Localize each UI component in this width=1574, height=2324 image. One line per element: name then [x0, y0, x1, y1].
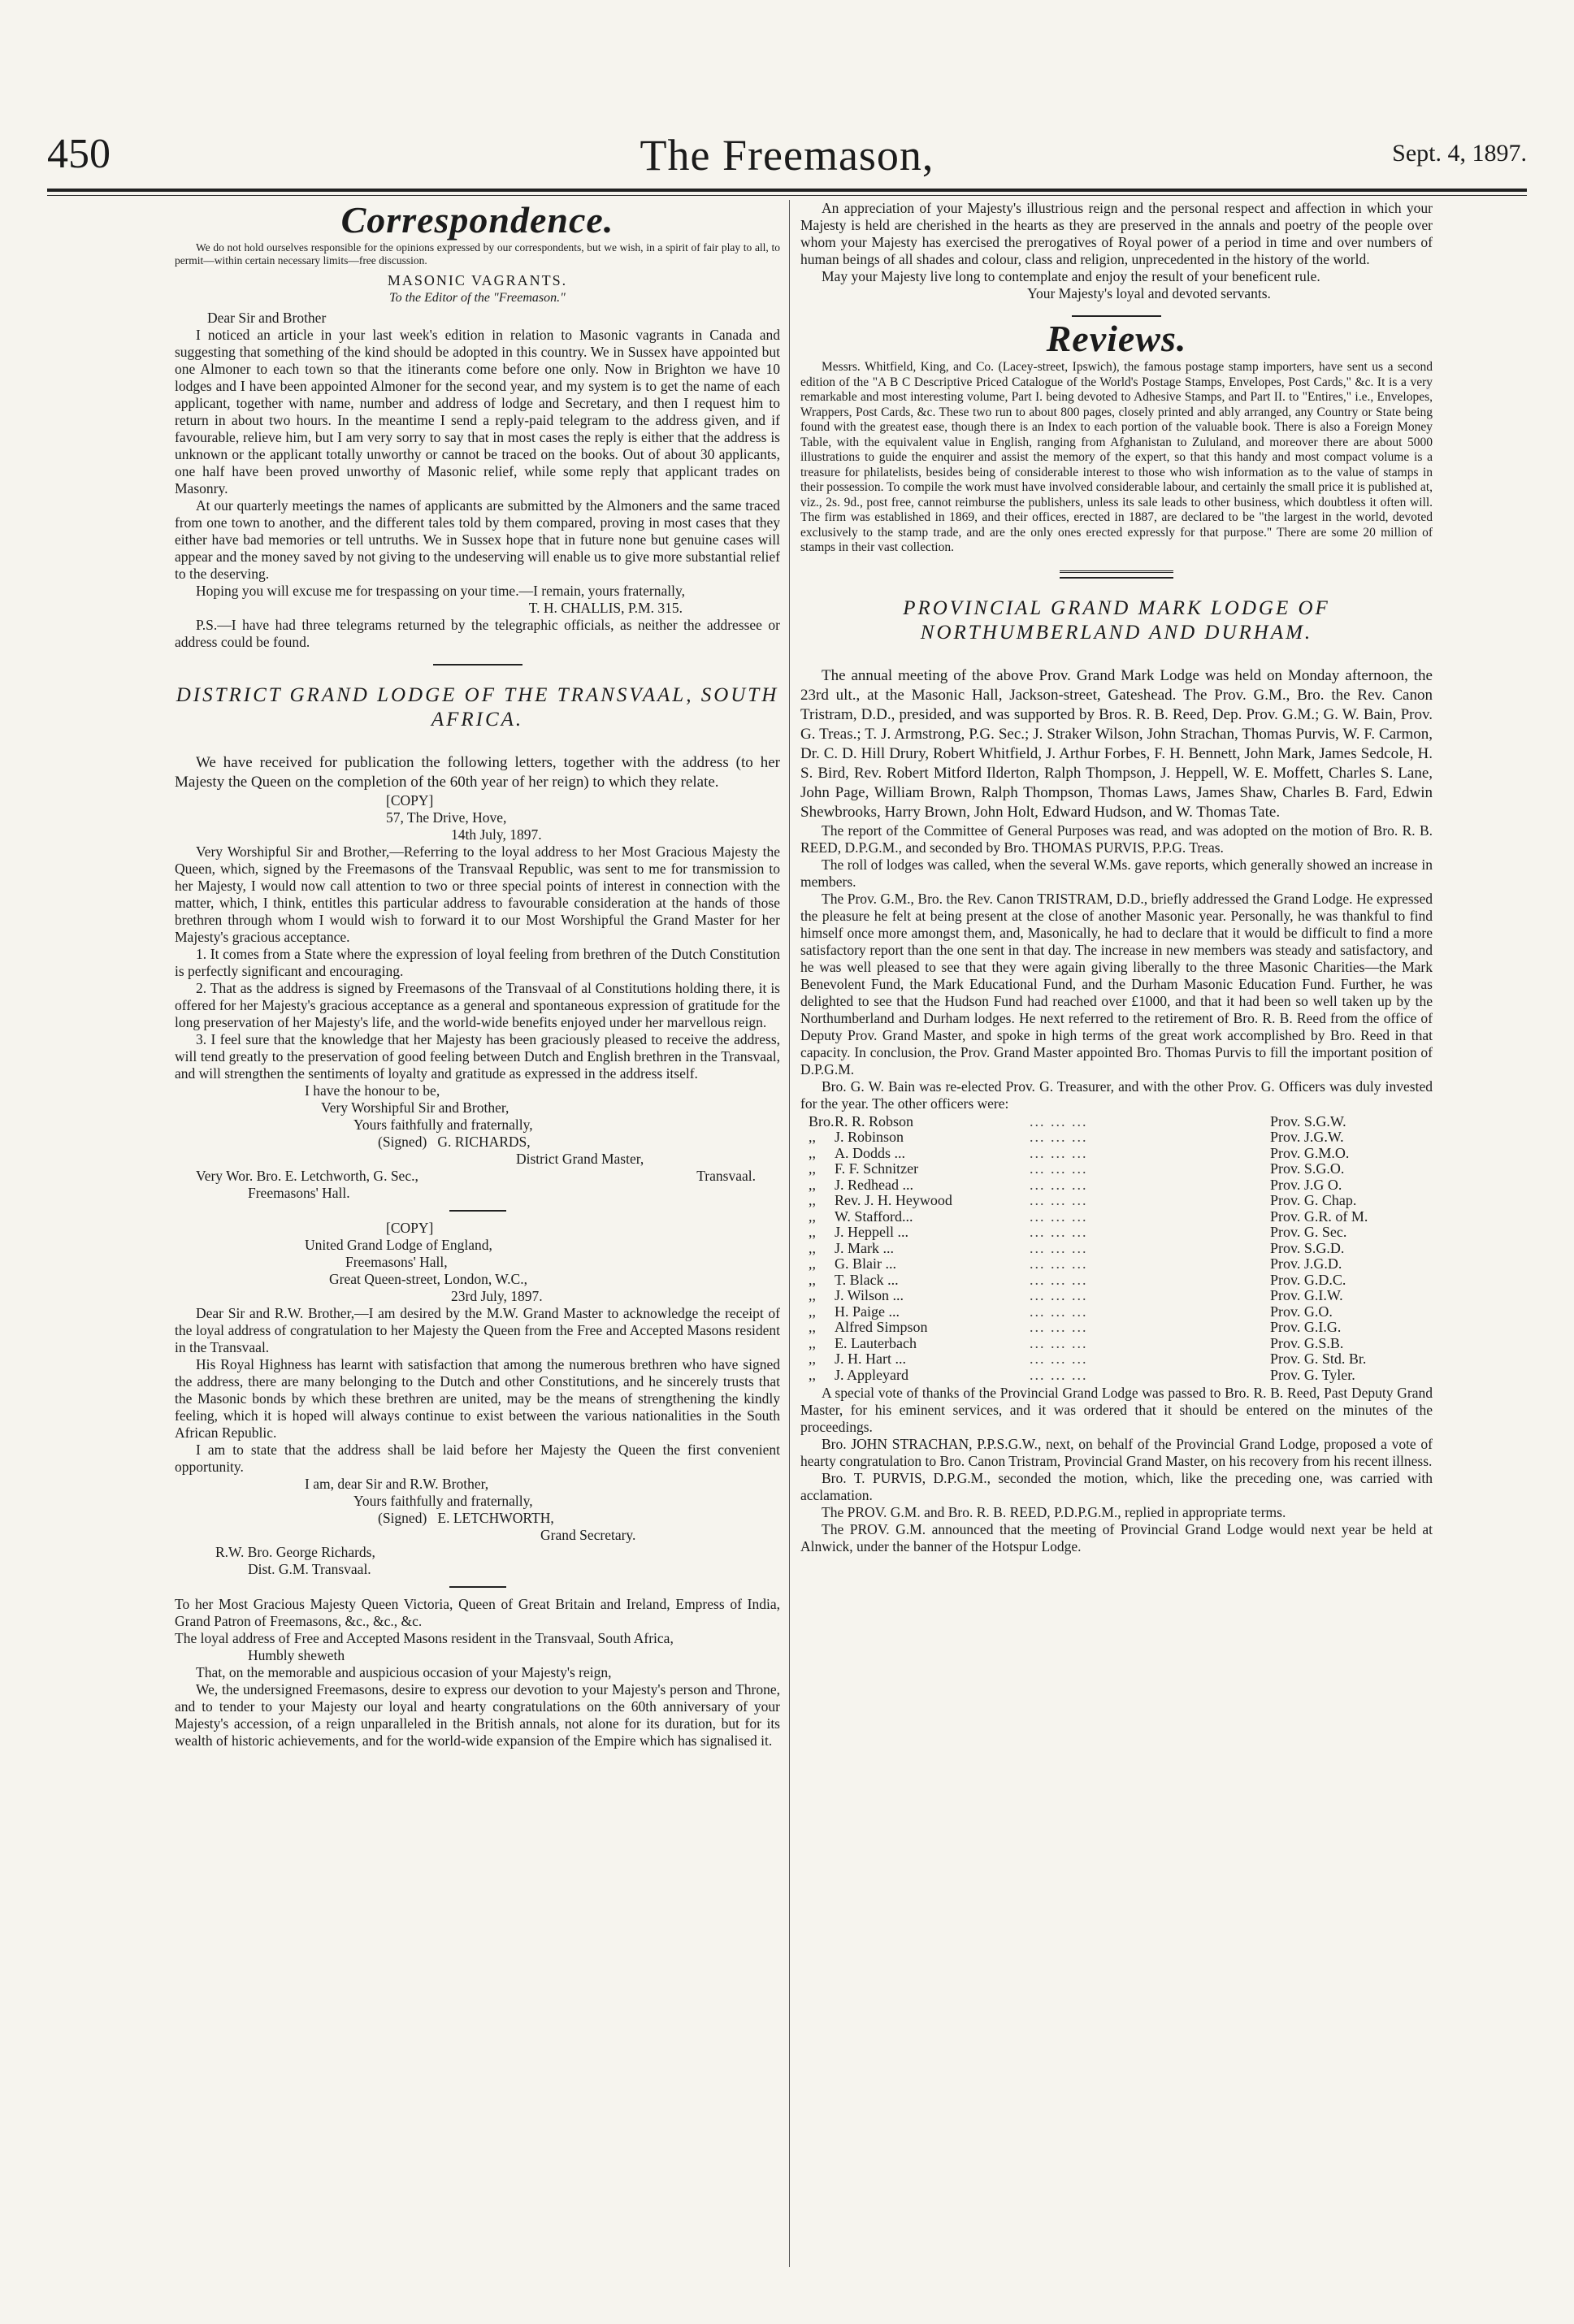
letter1-para: Very Worshipful Sir and Brother,—Referring to the loyal address to her Most Gracious Majesty the Queen, which, signed by the Freemasons of the Transvaal Republic, was sent to me for transmission to her Majesty, I would now call attention to two or three special points of interest in connection with the matter, which, I think, entitles this particular address to favourable consideration at the hands of those brethren through whom I would wish to forward it to our Most Worshipful the Grand Master for her Majesty's gracious acceptance.: [175, 843, 780, 945]
letter1-address: 57, The Drive, Hove,: [386, 809, 507, 826]
officer-position: Prov. G.O.: [1270, 1303, 1333, 1320]
leader-dots: ... ... ...: [1030, 1129, 1088, 1145]
officer-prefix: ,,: [809, 1366, 816, 1383]
left-column: [175, 200, 780, 2267]
leader-dots: ... ... ...: [1030, 1224, 1088, 1240]
leader-dots: ... ... ...: [1030, 1176, 1088, 1193]
officer-row: [809, 1241, 1433, 1257]
letter1-para: 3. I feel sure that the knowledge that her Majesty has been graciously pleased to receive the address, will tend greatly to the preservation of good feeling between Dutch and English brethren in the Transvaal, and will strengthen the sentiments of loyalty and gratitude as expressed in the address itself.: [175, 1031, 780, 1082]
leader-dots: ... ... ...: [1030, 1271, 1088, 1288]
letter2-addressee: Dist. G.M. Transvaal.: [248, 1561, 371, 1577]
officer-row: [809, 1161, 1433, 1177]
officer-position: Prov. G. Chap.: [1270, 1192, 1357, 1208]
officer-name: E. Lauterbach: [835, 1334, 917, 1351]
transvaal-intro: We have received for publication the following letters, together with the address (to her Majesty the Queen on the completion of the 60th year of her reign) to which they relate.: [175, 754, 780, 791]
section-separator: [449, 1586, 506, 1588]
officer-row: [809, 1273, 1433, 1289]
mark-para: The Prov. G.M., Bro. the Rev. Canon TRISTRAM, D.D., briefly addressed the Grand Lodge. He expressed the pleasure he felt at being present at the close of another Masonic year. Personally, he was thankful to find himself once more amongst them, and, Masonically, he had to declare that it would be difficult to find a more satisfactory report than the one sent in that day. The increase in new members was steady and satisfactory, and he was well pleased to see that they were again giving liberally to the three Masonic Charities—the Mark Benevolent Fund, the Mark Educational Fund, and the Durham Masonic Education Fund. Further, he was delighted to see that the Hudson Fund had reached over £1000, and that it had been so well taken up by the Northumberland and Durham lodges. He next referred to the retirement of Bro. R. B. Reed from the office of Deputy Prov. Grand Master, and spoke in high terms of the great work accomplished by Bro. Reed in that capacity. In conclusion, the Prov. Grand Master appointed Bro. Thomas Purvis to fill the important position of D.P.G.M.: [800, 890, 1433, 1077]
officer-name: Alfred Simpson: [835, 1319, 928, 1335]
leader-dots: ... ... ...: [1030, 1319, 1088, 1335]
reviews-text: Messrs. Whitfield, King, and Co. (Lacey-street, Ipswich), the famous postage stamp importers, have sent us a second edition of the "A B C Descriptive Priced Catalogue of the World's Postage Stamps, Envelopes, Post Cards," &c. It is a very remarkable and most interesting volume, Part I. being devoted to Adhesive Stamps, and Part II. to "Entires," i.e., Envelopes, Wrappers, Post Cards, &c. These two run to about 800 pages, closely printed and ably arranged, any Country or State being found with the greatest ease, though there is an Index to each portion of the valuable book. There is also a Foreign Money Table, with the equivalent value in English, ranging from Afghanistan to Zululand, and moreover there are about 5000 illustrations to guide the enquirer and assist the memory of the expert, so that this handy and most compact volume is a treasure for philatelists, besides being of considerable interest to those who wish information as to the value of stamps in their possession. To compile the work must have involved considerable labour, and certainly the small price it is published at, viz., 2s. 9d., post free, cannot reimburse the publishers, unless its sale leads to other business, which doubtless it often will. The firm was established in 1869, and their offices, erected in 1887, are declared to be "the largest in the world, devoted exclusively to the stamp trade, and are the only ones erected expressly for that purpose." There are some 20 million of stamps in their vast collection.: [800, 360, 1433, 554]
officer-row: [809, 1225, 1433, 1241]
mark-para: The annual meeting of the above Prov. Grand Mark Lodge was held on Monday afternoon, the 23rd ult., at the Masonic Hall, Jackson-street, Gateshead. The Prov. G.M., Bro. the Rev. Canon Tristram, D.D., presided, and was supported by Bros. R. B. Reed, Dep. Prov. G.M.; G. W. Bain, Prov. G. Treas.; T. J. Armstrong, P.G. Sec.; J. Straker Wilson, John Strachan, Thomas Purvis, W. F. Carmon, Dr. C. D. Hill Drury, Robert Whitfield, J. Arthur Forbes, F. H. Bennett, John Mark, James Sedcole, H. S. Bird, Rev. Robert Mitford Ilderton, Ralph Thompson, J. Heppell, W. E. Moffett, Charles S. Lane, John Page, William Brown, Ralph Thompson, Thomas Laws, James Shaw, Charles B. Fard, Edwin Shewbrooks, Harry Brown, John Holt, Edward Hudson, and W. Thomas Tate.: [800, 666, 1433, 821]
right-column: [800, 200, 1433, 2267]
letter1-signed: [175, 1134, 780, 1151]
officer-position: Prov. G.I.G.: [1270, 1319, 1342, 1335]
column-divider: [789, 200, 790, 2267]
letter1-title: District Grand Master,: [516, 1151, 644, 1167]
leader-dots: ... ... ...: [1030, 1239, 1088, 1256]
leader-dots: ... ... ...: [1030, 1144, 1088, 1161]
letter2-address: Freemasons' Hall,: [345, 1254, 448, 1270]
closing-para: A special vote of thanks of the Provincial Grand Lodge was passed to Bro. R. B. Reed, Past Deputy Grand Master, for his eminent services, and it was ordered that it should be entered on the minutes of the proceedings.: [800, 1385, 1433, 1435]
letter2-para: His Royal Highness has learnt with satisfaction that among the numerous brethren who have signed the address, there are many belonging to the Dutch and other Constitutions, and he sincerely trusts that the Masonic bonds by which these brethren are united, may be the means of strengthening the kindly feeling, which it is hoped will always continue to exist between the various nationalities in the South African Republic.: [175, 1356, 780, 1441]
officer-row: [809, 1351, 1433, 1368]
officer-name: F. F. Schnitzer: [835, 1160, 919, 1177]
officer-name: W. Stafford...: [835, 1208, 913, 1225]
officer-name: J. Robinson: [835, 1129, 904, 1145]
correspondence-heading: Correspondence.: [340, 200, 614, 241]
officer-position: Prov. G.D.C.: [1270, 1271, 1346, 1288]
section-separator: [1060, 570, 1173, 579]
copy-mark: [COPY]: [386, 1220, 434, 1236]
officer-row: [809, 1209, 1433, 1225]
officer-position: Prov. G.R. of M.: [1270, 1208, 1368, 1225]
leader-dots: ... ... ...: [1030, 1334, 1088, 1351]
masthead-title: The Freemason,: [640, 131, 934, 180]
officer-name: J. H. Hart ...: [835, 1351, 906, 1367]
officer-prefix: ,,: [809, 1144, 816, 1161]
officer-prefix: ,,: [809, 1208, 816, 1225]
mark-lodge-heading: PROVINCIAL GRAND MARK LODGE OF NORTHUMBERLAND AND DURHAM.: [903, 596, 1330, 644]
officer-row: [809, 1336, 1433, 1352]
letter2-address: United Grand Lodge of England,: [305, 1237, 492, 1253]
officers-list: [809, 1114, 1433, 1384]
transvaal-heading: DISTRICT GRAND LODGE OF THE TRANSVAAL, SOUTH AFRICA.: [176, 684, 779, 731]
officer-name: A. Dodds ...: [835, 1144, 906, 1161]
officer-prefix: ,,: [809, 1351, 816, 1367]
officer-position: Prov. G. Tyler.: [1270, 1366, 1355, 1383]
closing-para: Bro. T. PURVIS, D.P.G.M., seconded the motion, which, like the preceding one, was carried with acclamation.: [800, 1470, 1433, 1503]
reviews-heading: Reviews.: [1046, 318, 1187, 359]
officer-position: Prov. J.G O.: [1270, 1176, 1342, 1193]
officer-row: [809, 1368, 1433, 1384]
signed-label: (Signed): [378, 1134, 427, 1150]
signed-name: G. RICHARDS,: [437, 1134, 531, 1150]
officer-row: [809, 1114, 1433, 1130]
officer-name: Rev. J. H. Heywood: [835, 1192, 952, 1208]
leader-dots: ... ... ...: [1030, 1287, 1088, 1303]
officer-name: J. Mark ...: [835, 1239, 894, 1256]
officer-position: Prov. J.G.W.: [1270, 1129, 1344, 1145]
officer-name: J. Appleyard: [835, 1366, 908, 1383]
officer-position: Prov. G. Std. Br.: [1270, 1351, 1367, 1367]
officer-name: H. Paige ...: [835, 1303, 900, 1320]
leader-dots: ... ... ...: [1030, 1303, 1088, 1320]
officer-row: [809, 1129, 1433, 1146]
officer-position: Prov. J.G.D.: [1270, 1255, 1342, 1272]
officer-position: Prov. S.G.W.: [1270, 1112, 1346, 1129]
issue-date: Sept. 4, 1897.: [1392, 140, 1527, 167]
officer-row: [809, 1193, 1433, 1209]
address-signoff: Your Majesty's loyal and devoted servants.: [1027, 285, 1271, 301]
letter1-close: I have the honour to be,: [305, 1082, 440, 1099]
letter2-address: Great Queen-street, London, W.C.,: [329, 1271, 527, 1287]
officer-position: Prov. G. Sec.: [1270, 1224, 1347, 1240]
officer-prefix: Bro.: [809, 1112, 835, 1129]
loyal-address: The loyal address of Free and Accepted Masons resident in the Transvaal, South Africa,: [175, 1630, 674, 1646]
letter1-date: 14th July, 1897.: [451, 826, 542, 843]
mark-para: Bro. G. W. Bain was re-elected Prov. G. Treasurer, and with the other Prov. G. Officers was duly invested for the year. The other officers were:: [800, 1077, 1433, 1112]
officer-row: [809, 1288, 1433, 1304]
letter2-signed: (Signed) E. LETCHWORTH,: [378, 1510, 554, 1526]
section-separator: [449, 1210, 506, 1212]
section-separator: [433, 664, 522, 666]
queen-address: To her Most Gracious Majesty Queen Victoria, Queen of Great Britain and Ireland, Empress of India, Grand Patron of Freemasons, &c., &c., &c.: [175, 1596, 780, 1629]
salutation: Dear Sir and Brother: [207, 310, 327, 326]
vagrants-para: Hoping you will excuse me for trespassing on your time.—I remain, yours fraternally,: [196, 583, 685, 599]
leader-dots: ... ... ...: [1030, 1351, 1088, 1367]
leader-dots: ... ... ...: [1030, 1160, 1088, 1177]
officer-position: Prov. S.G.D.: [1270, 1239, 1345, 1256]
officer-prefix: ,,: [809, 1129, 816, 1145]
leader-dots: ... ... ...: [1030, 1208, 1088, 1225]
officer-prefix: ,,: [809, 1303, 816, 1320]
officer-prefix: ,,: [809, 1192, 816, 1208]
to-editor: To the Editor of the "Freemason.": [389, 291, 566, 305]
officer-name: J. Redhead ...: [835, 1176, 913, 1193]
officer-name: R. R. Robson: [835, 1112, 914, 1129]
address-continued: May your Majesty live long to contemplate and enjoy the result of your beneficent rule.: [822, 268, 1320, 284]
address-continued: An appreciation of your Majesty's illustrious reign and the personal respect and affection in which your Majesty is held are cherished in the hearts as they are preserved in the annals and poetry of the people over whom your Majesty has exercised the prerogatives of Royal power of a period in time and over numbers of human beings of all shades and colour, class and religion, unprecedented in the history of the world.: [800, 200, 1433, 267]
leader-dots: ... ... ...: [1030, 1255, 1088, 1272]
officer-position: Prov. G.S.B.: [1270, 1334, 1344, 1351]
page-number: 450: [47, 131, 111, 177]
editorial-note: We do not hold ourselves responsible for the opinions expressed by our correspondents, but we wish, in a spirit of fair play to all, to permit—within certain necessary limits—free discussion.: [175, 241, 780, 267]
officer-row: [809, 1304, 1433, 1320]
vagrants-title: MASONIC VAGRANTS.: [387, 272, 568, 288]
letter2-addressee: R.W. Bro. George Richards,: [215, 1544, 375, 1560]
letter1-place: Freemasons' Hall.: [248, 1185, 350, 1201]
letter2-para: Dear Sir and R.W. Brother,—I am desired by the M.W. Grand Master to acknowledge the receipt of the loyal address of congratulation to her Majesty the Queen from the Free and Accepted Masons resident in the Transvaal.: [175, 1305, 780, 1355]
letter1-close: Yours faithfully and fraternally,: [353, 1116, 533, 1133]
closing-para: The PROV. G.M. and Bro. R. B. REED, P.D.P.G.M., replied in appropriate terms.: [822, 1504, 1286, 1520]
challis-signature: T. H. CHALLIS, P.M. 315.: [528, 600, 683, 616]
mark-para: The roll of lodges was called, when the several W.Ms. gave reports, which generally showed an increase in members.: [800, 856, 1433, 890]
officer-prefix: ,,: [809, 1160, 816, 1177]
officer-position: Prov. S.G.O.: [1270, 1160, 1345, 1177]
letter1-close: Very Worshipful Sir and Brother,: [321, 1099, 509, 1116]
address-para: We, the undersigned Freemasons, desire to express our devotion to your Majesty's person and Throne, and to tender to your Majesty our loyal and hearty congratulations on the 60th anniversary of your Majesty's accession, of a reign unparalleled in the British annals, not alone for its duration, but for its wealth of historic achievements, and for the world-wide expansion of the Empire which has signalised it.: [175, 1681, 780, 1749]
masthead-rule-thin: [47, 195, 1527, 196]
address-para: That, on the memorable and auspicious occasion of your Majesty's reign,: [196, 1664, 612, 1680]
letter1-para: 2. That as the address is signed by Freemasons of the Transvaal of al Constitutions holding there, it is offered for her Majesty's gracious acceptance as a general and spontaneous expression of gratitude for the long preservation of her Majesty's life, and the world-wide benefits enjoyed under her marvellous reign.: [175, 980, 780, 1030]
closing-para: Bro. JOHN STRACHAN, P.P.S.G.W., next, on behalf of the Provincial Grand Lodge, proposed a vote of hearty congratulation to Bro. Canon Tristram, Provincial Grand Master, on his recovery from his recent illness.: [800, 1436, 1433, 1469]
officer-prefix: ,,: [809, 1224, 816, 1240]
leader-dots: ... ... ...: [1030, 1366, 1088, 1383]
closing-para: The PROV. G.M. announced that the meeting of Provincial Grand Lodge would next year be held at Alnwick, under the banner of the Hotspur Lodge.: [800, 1521, 1433, 1554]
letter2-para: I am to state that the address shall be laid before her Majesty the Queen the first convenient opportunity.: [175, 1442, 780, 1475]
mark-para: The report of the Committee of General Purposes was read, and was adopted on the motion of Bro. R. B. REED, D.P.G.M., and seconded by Bro. THOMAS PURVIS, P.P.G. Treas.: [800, 822, 1433, 856]
postscript: P.S.—I have had three telegrams returned by the telegraphic officials, as neither the addressee or address could be found.: [175, 617, 780, 650]
officer-prefix: ,,: [809, 1176, 816, 1193]
letter2-title: Grand Secretary.: [540, 1527, 636, 1543]
vagrants-para: I noticed an article in your last week's edition in relation to Masonic vagrants in Canada and suggesting that something of the kind should be adopted in this country. We in Sussex have appointed but one Almoner to each town so that the itinerants come before one only. Now in Brighton we have 10 lodges and I have been appointed Almoner for the second year, and my system is to get the name of each applicant, together with name, number and address of lodge and Secretary, and then I request him to return in about two hours. In the meantime I send a reply-paid telegram to the address given, and if favourable, relieve him, but I am very sorry to say that in most cases the reply is either that the address is unknown or the applicant totally unworthy or cannot be traced on the books. Out of about 30 applicants, one half have been proved unworthy of Masonic relief, while some reply that applicant trades on Masonry.: [175, 327, 780, 496]
officer-prefix: ,,: [809, 1287, 816, 1303]
humbly-sheweth: Humbly sheweth: [248, 1647, 345, 1663]
vagrants-para: At our quarterly meetings the names of applicants are submitted by the Almoners and the same traced from one town to another, and the different tales told by them compared, proving in most cases that they either have bad memories or tell untruths. We in Sussex hope that in future none but genuine cases will appear and the money saved by not giving to the undeserving will enable us to give more substantial relief to the deserving.: [175, 497, 780, 582]
officer-prefix: ,,: [809, 1319, 816, 1335]
officer-prefix: ,,: [809, 1271, 816, 1288]
officer-name: J. Wilson ...: [835, 1287, 904, 1303]
officer-row: [809, 1320, 1433, 1336]
letter1-para: 1. It comes from a State where the expression of loyal feeling from brethren of the Dutch Constitution is perfectly significant and encouraging.: [175, 946, 780, 979]
officer-prefix: ,,: [809, 1334, 816, 1351]
leader-dots: ... ... ...: [1030, 1192, 1088, 1208]
officer-prefix: ,,: [809, 1255, 816, 1272]
letter2-close: Yours faithfully and fraternally,: [353, 1493, 533, 1509]
section-separator: [1072, 315, 1161, 317]
officer-position: Prov. G.I.W.: [1270, 1287, 1343, 1303]
copy-mark: [COPY]: [386, 792, 434, 809]
masthead-rule: [47, 189, 1527, 192]
letter2-close: I am, dear Sir and R.W. Brother,: [305, 1476, 489, 1492]
officer-row: [809, 1146, 1433, 1162]
letter2-date: 23rd July, 1897.: [451, 1288, 543, 1304]
officer-position: Prov. G.M.O.: [1270, 1144, 1350, 1161]
officer-name: T. Black ...: [835, 1271, 899, 1288]
letter1-addressee: Very Wor. Bro. E. Letchworth, G. Sec., Transvaal.: [196, 1168, 756, 1184]
officer-row: [809, 1256, 1433, 1273]
masthead: [47, 122, 1527, 187]
officer-row: [809, 1177, 1433, 1194]
officer-name: G. Blair ...: [835, 1255, 896, 1272]
officer-name: J. Heppell ...: [835, 1224, 908, 1240]
officer-prefix: ,,: [809, 1239, 816, 1256]
leader-dots: ... ... ...: [1030, 1112, 1088, 1129]
